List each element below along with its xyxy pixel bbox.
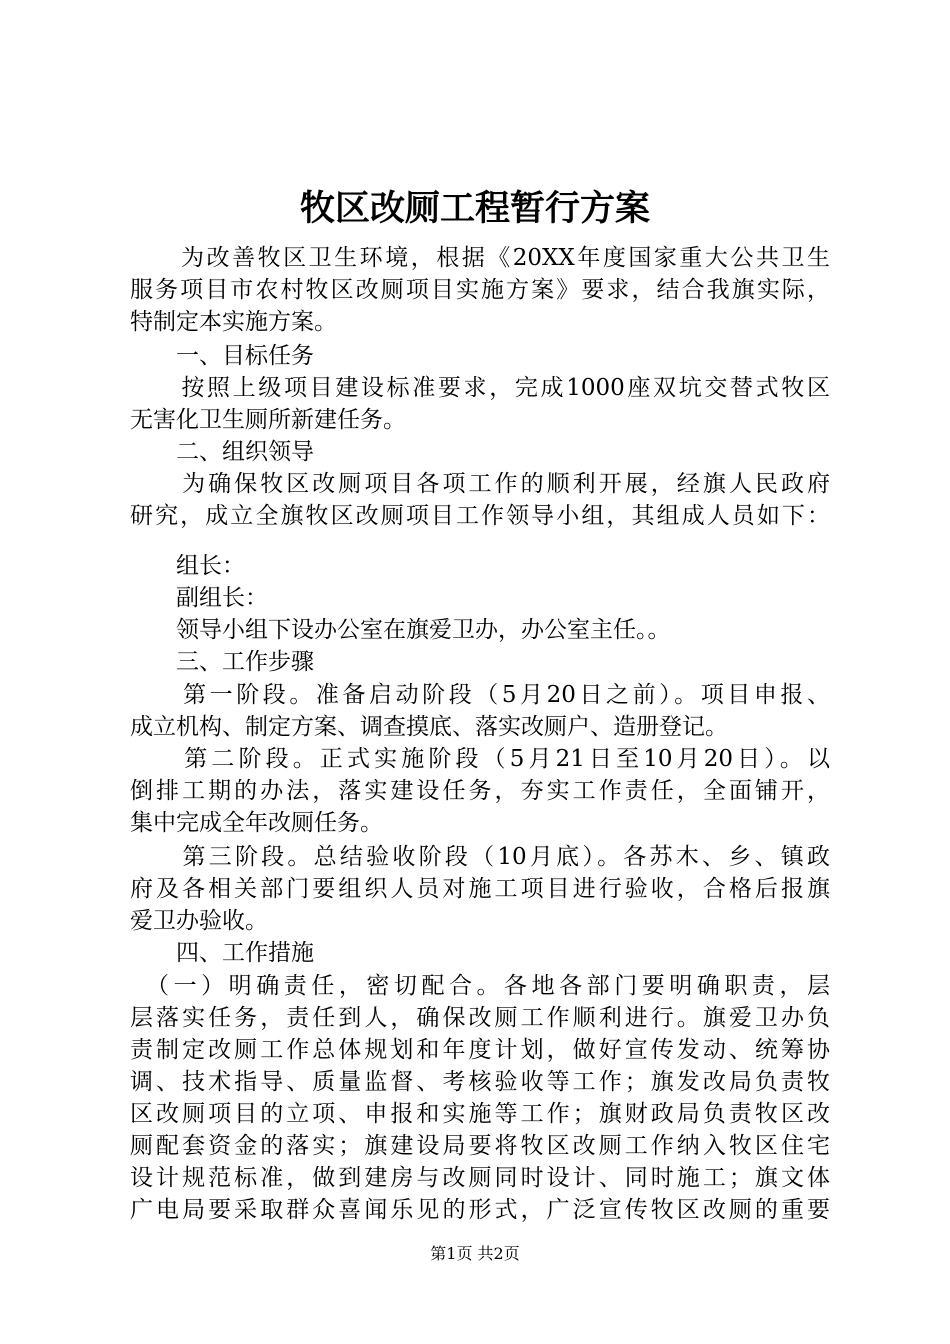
paragraph-line: 特制定本实施方案。 [130,309,337,335]
paragraph-line: 广电局要采取群众喜闻乐见的形式，广泛宣传牧区改厕的重要 [130,1197,830,1223]
paragraph-line: 副组长： [130,585,268,611]
document-title: 牧区改厕工程暂行方案 [299,188,650,229]
paragraph-line: 第三阶段。总结验收阶段（10月底）。各苏木、乡、镇政 [130,844,830,870]
paragraph-line: 爱卫办验收。 [130,908,268,934]
paragraph-line: 集中完成全年改厕任务。 [130,810,383,836]
paragraph-line: 一、目标任务 [130,343,314,369]
paragraph-line: （一）明确责任，密切配合。各地各部门要明确职责，层 [130,973,830,999]
paragraph-line: 无害化卫生厕所新建任务。 [130,407,406,433]
paragraph-line: 层落实任务，责任到人，确保改厕工作顺利进行。旗爱卫办负 [130,1005,830,1031]
paragraph-line: 设计规范标准，做到建房与改厕同时设计、同时施工；旗文体 [130,1165,830,1191]
paragraph-line: 按照上级项目建设标准要求，完成1000座双坑交替式牧区 [130,375,830,401]
paragraph-line: 三、工作步骤 [130,649,314,675]
paragraph-line: 服务项目市农村牧区改厕项目实施方案》要求，结合我旗实际， [130,277,830,303]
paragraph-line: 为确保牧区改厕项目各项工作的顺利开展，经旗人民政府 [130,471,830,497]
paragraph-line: 组长： [130,553,245,579]
paragraph-line: 第一阶段。准备启动阶段（5月20日之前）。项目申报、 [130,682,830,708]
paragraph-line: 责制定改厕工作总体规划和年度计划，做好宣传发动、统筹协 [130,1037,830,1063]
paragraph-line: 调、技术指导、质量监督、考核验收等工作；旗发改局负责牧 [130,1069,830,1095]
paragraph-line: 厕配套资金的落实；旗建设局要将牧区改厕工作纳入牧区住宅 [130,1133,830,1159]
paragraph-line: 领导小组下设办公室在旗爱卫办，办公室主任。。 [130,617,671,643]
page-footer: 第1页 共2页 [430,1244,520,1263]
paragraph-line: 二、组织领导 [130,439,314,465]
paragraph-line: 区改厕项目的立项、申报和实施等工作；旗财政局负责牧区改 [130,1101,830,1127]
paragraph-line: 为改善牧区卫生环境，根据《20XX年度国家重大公共卫生 [130,245,830,271]
paragraph-line: 第二阶段。正式实施阶段（5月21日至10月20日）。以 [130,746,830,772]
paragraph-line: 四、工作措施 [130,940,314,966]
paragraph-line: 府及各相关部门要组织人员对施工项目进行验收，合格后报旗 [130,876,830,902]
paragraph-line: 倒排工期的办法，落实建设任务，夯实工作责任，全面铺开， [130,778,830,804]
paragraph-line: 研究，成立全旗牧区改厕项目工作领导小组，其组成人员如下： [130,503,830,529]
paragraph-line: 成立机构、制定方案、调查摸底、落实改厕户、造册登记。 [130,714,728,740]
